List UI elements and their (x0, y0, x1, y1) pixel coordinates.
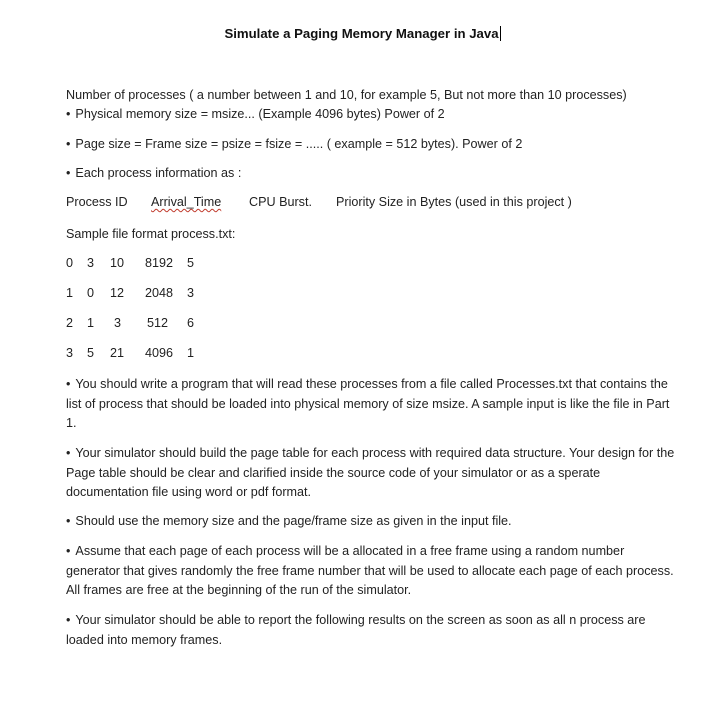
sample-cell: 12 (110, 286, 125, 300)
header-process-id: Process ID (66, 195, 128, 209)
bullet-glyph: • (66, 137, 71, 151)
bullet-glyph: • (66, 377, 71, 391)
sample-cell: 1 (87, 316, 95, 330)
text-cursor (500, 26, 501, 41)
bullet-report-results (66, 611, 676, 650)
bullet-info-text: Each process information as : (75, 166, 242, 180)
bullet-read-processes (66, 375, 676, 434)
sample-cell: 3 (66, 346, 74, 360)
header-priority-size: Priority Size in Bytes (used in this project ) (336, 195, 572, 209)
sample-cell: 0 (87, 286, 95, 300)
bullet-read-text: You should write a program that will read these processes from a file called Processes.txt that contains the list of process that should be loaded into physical memory of size msize. A sample input is like the file in Part 1. (66, 377, 670, 430)
bullet-page-table (66, 444, 676, 503)
bullet-glyph: • (66, 166, 71, 180)
sample-cell: 21 (110, 346, 125, 360)
bullet-memory-size (66, 105, 445, 125)
bullet-glyph: • (66, 613, 71, 627)
bullet-glyph: • (66, 107, 71, 121)
bullet-random-frames-text: Assume that each page of each process will be a allocated in a free frame using a random number generator that gives randomly the free frame number that will be used to allocate each page of each process. All frames are free at the beginning of the run of the simulator. (66, 544, 674, 597)
bullet-page-text: Page size = Frame size = psize = fsize = ..... ( example = 512 bytes). Power of 2 (75, 137, 523, 151)
sample-label: Sample file format process.txt: (66, 227, 236, 241)
sample-cell: 1 (66, 286, 74, 300)
bullet-process-info (66, 164, 241, 184)
sample-cell: 5 (87, 346, 95, 360)
bullet-page-size (66, 135, 522, 155)
sample-cell: 2048 (145, 286, 174, 300)
bullet-report-text: Your simulator should be able to report the following results on the screen as soon as all n process are loaded into memory frames. (66, 613, 646, 647)
sample-cell: 8192 (145, 256, 174, 270)
header-arrival-time: Arrival_Time (151, 195, 222, 209)
sample-cell: 0 (66, 256, 74, 270)
bullet-glyph: • (66, 514, 71, 528)
sample-cell: 3 (87, 256, 95, 270)
header-cpu-burst: CPU Burst. (249, 195, 312, 209)
sample-cell: 6 (187, 316, 195, 330)
sample-cell: 3 (114, 316, 122, 330)
bullet-page-table-text: Your simulator should build the page table for each process with required data structure. Your design for the Page table should be clear and clarified inside the source code of your simulator or as a sperate documentation file using word or pdf format. (66, 446, 675, 499)
sample-cell: 1 (187, 346, 195, 360)
sample-cell: 10 (110, 256, 125, 270)
document-title (0, 26, 725, 41)
bullet-memory-usage-text: Should use the memory size and the page/frame size as given in the input file. (75, 514, 512, 528)
title-text: Simulate a Paging Memory Manager in Java (224, 26, 499, 41)
bullet-memory-text: Physical memory size = msize... (Example 4096 bytes) Power of 2 (75, 107, 445, 121)
bullet-memory-usage (66, 512, 676, 532)
sample-cell: 512 (147, 316, 169, 330)
sample-cell: 2 (66, 316, 74, 330)
sample-cell: 5 (187, 256, 195, 270)
bullet-glyph: • (66, 544, 71, 558)
bullet-glyph: • (66, 446, 71, 460)
bullet-random-frames (66, 542, 676, 601)
intro-line: Number of processes ( a number between 1 and 10, for example 5, But not more than 10 processes) (66, 88, 627, 102)
sample-cell: 3 (187, 286, 195, 300)
sample-cell: 4096 (145, 346, 174, 360)
